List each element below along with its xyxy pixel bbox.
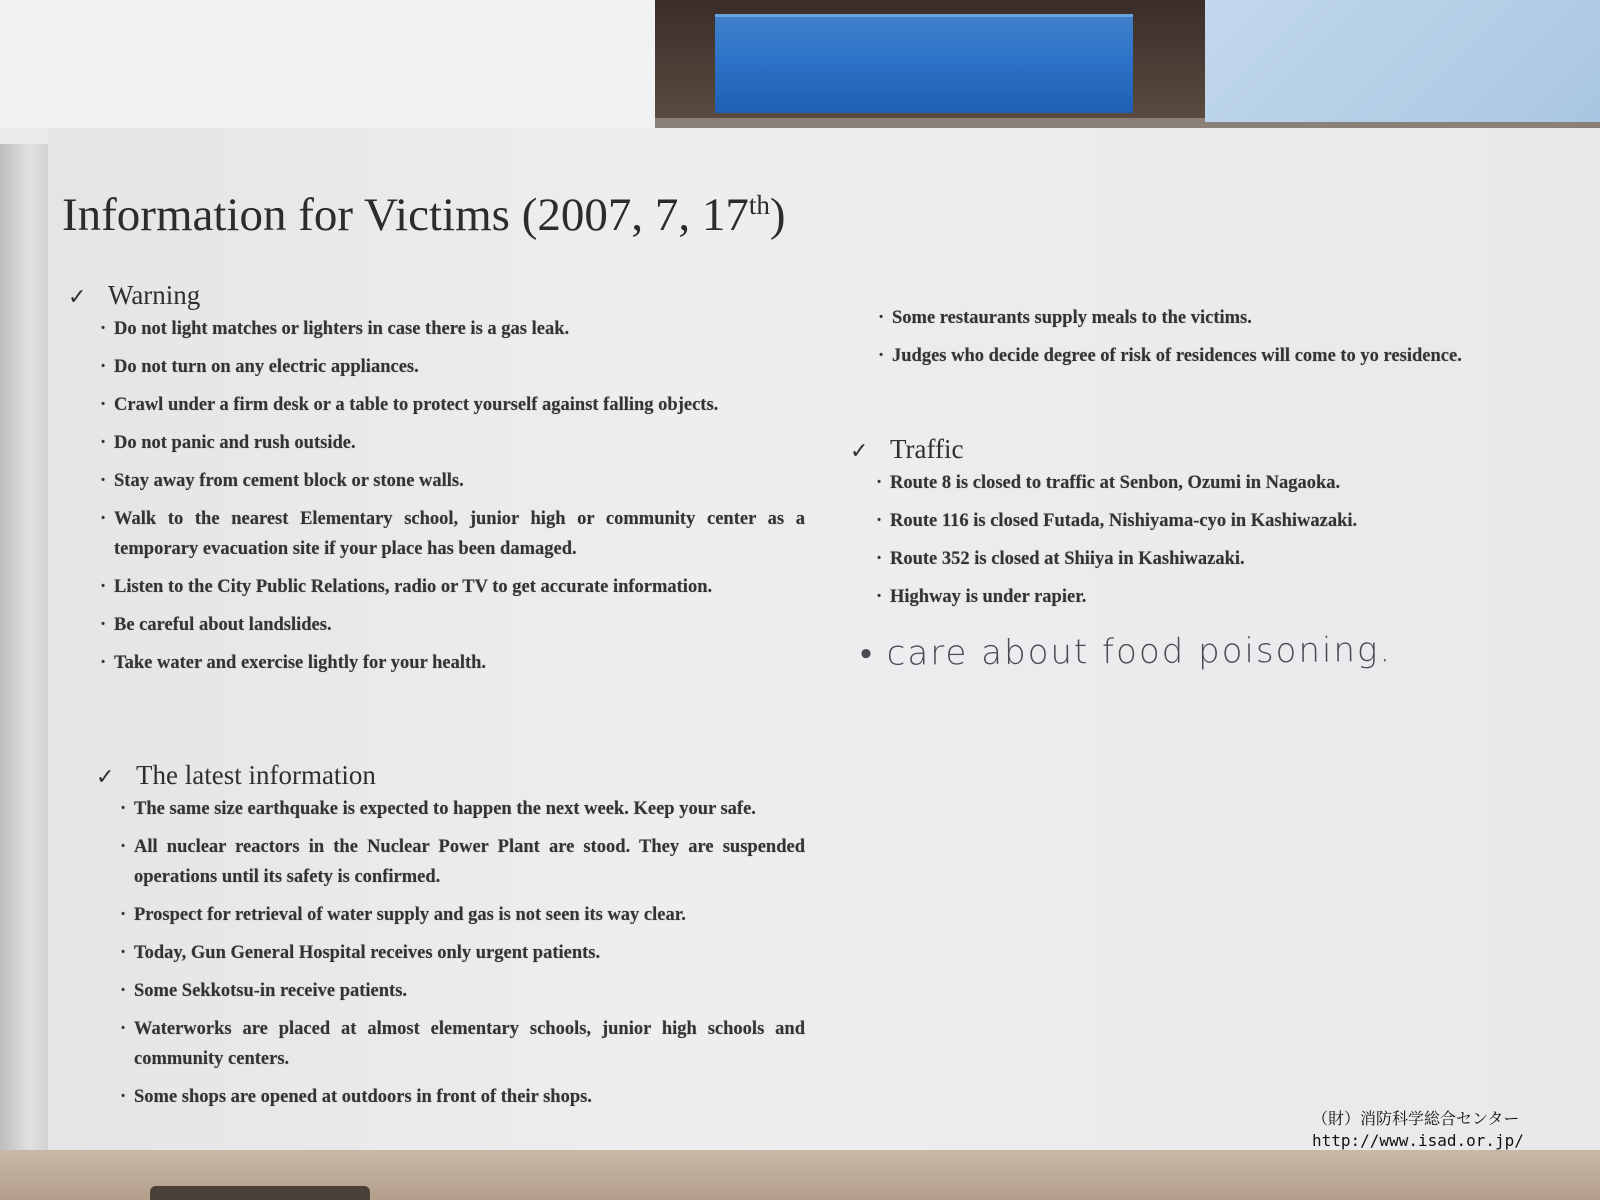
bullet-icon: ·: [876, 473, 883, 493]
bullet-icon: ·: [100, 509, 107, 529]
list-item: [120, 1082, 805, 1112]
list-item: [876, 544, 1556, 574]
bullet-icon: ·: [120, 799, 127, 819]
list-item: [878, 341, 1558, 371]
list-item: [876, 506, 1556, 536]
list-item-text: Do not turn on any electric appliances.: [114, 357, 419, 377]
traffic-heading: [850, 434, 964, 465]
credit-url: http://www.isad.or.jp/: [1312, 1131, 1524, 1150]
list-item-text: Listen to the City Public Relations, radio or TV to get accurate information.: [114, 577, 713, 597]
list-item-text: All nuclear reactors in the Nuclear Power Plant are stood. They are suspended operations until its safety is confirmed.: [134, 837, 805, 887]
bullet-icon: ·: [100, 615, 107, 635]
list-item: [120, 938, 805, 968]
list-item-text: Today, Gun General Hospital receives only urgent patients.: [134, 943, 601, 963]
sheet-left-edge: [0, 144, 50, 1150]
warning-heading-text: Warning: [108, 280, 201, 310]
bullet-icon: ·: [878, 346, 885, 366]
bullet-icon: ·: [876, 587, 883, 607]
list-item-text: Prospect for retrieval of water supply and gas is not seen its way clear.: [134, 905, 686, 925]
bullet-icon: ·: [100, 433, 107, 453]
top-paper-sheet: [0, 0, 655, 144]
list-item: [120, 1014, 805, 1074]
list-item: [100, 428, 805, 458]
latest-heading: [96, 760, 376, 791]
latest-list: [120, 794, 805, 1120]
checkmark-icon: ✓: [96, 765, 115, 790]
list-item: [120, 794, 805, 824]
list-item: [120, 832, 805, 892]
bullet-icon: ·: [876, 511, 883, 531]
list-item-text: Walk to the nearest Elementary school, junior high or community center as a temporary evacuation site if your place has been damaged.: [114, 509, 805, 559]
bullet-icon: ·: [100, 653, 107, 673]
list-item: [100, 572, 805, 602]
list-item-text: Crawl under a firm desk or a table to protect yourself against falling objects.: [114, 395, 719, 415]
bullet-icon: ·: [120, 943, 127, 963]
blue-box: [715, 14, 1133, 113]
list-item: [100, 352, 805, 382]
list-item: [120, 900, 805, 930]
list-item: [876, 468, 1556, 498]
list-item-text: Do not light matches or lighters in case there is a gas leak.: [114, 319, 570, 339]
bullet-icon: ·: [100, 357, 107, 377]
title-main: Information for Victims (2007, 7, 17: [62, 189, 749, 241]
list-item-text: Some restaurants supply meals to the victims.: [892, 308, 1252, 328]
bullet-icon: ·: [100, 577, 107, 597]
bullet-icon: ·: [100, 395, 107, 415]
list-item: [100, 648, 805, 678]
list-item-text: Some Sekkotsu-in receive patients.: [134, 981, 408, 1001]
bullet-icon: ·: [876, 549, 883, 569]
list-item: [100, 390, 805, 420]
title-close: ): [769, 189, 786, 241]
list-item-text: Stay away from cement block or stone walls.: [114, 471, 464, 491]
bullet-icon: ·: [100, 319, 107, 339]
bottom-tab: [150, 1186, 370, 1200]
list-item-text: The same size earthquake is expected to happen the next week. Keep your safe.: [134, 799, 756, 819]
list-item-text: Route 352 is closed at Shiiya in Kashiwazaki.: [890, 549, 1245, 569]
page-title: [62, 188, 786, 242]
list-item-text: Do not panic and rush outside.: [114, 433, 356, 453]
list-item-text: Route 116 is closed Futada, Nishiyama-cyo in Kashiwazaki.: [890, 511, 1358, 531]
list-item-text: Some shops are opened at outdoors in front of their shops.: [134, 1087, 592, 1107]
checkmark-icon: ✓: [850, 439, 869, 464]
title-superscript: th: [748, 190, 770, 220]
list-item-text: Waterworks are placed at almost elementary schools, junior high schools and community centers.: [134, 1019, 805, 1069]
right-top-list: [878, 303, 1558, 379]
bullet-icon: ·: [120, 981, 127, 1001]
list-item-text: Take water and exercise lightly for your health.: [114, 653, 487, 673]
list-item-text: Be careful about landslides.: [114, 615, 332, 635]
list-item-text: Judges who decide degree of risk of residences will come to yo residence.: [892, 346, 1462, 366]
bullet-icon: ·: [120, 1019, 127, 1039]
list-item: [100, 314, 805, 344]
list-item-text: Route 8 is closed to traffic at Senbon, Ozumi in Nagaoka.: [890, 473, 1341, 493]
background-board: [1205, 0, 1600, 122]
list-item-text: Highway is under rapier.: [890, 587, 1087, 607]
warning-heading: [68, 280, 200, 311]
list-item: [878, 303, 1558, 333]
list-item: [100, 610, 805, 640]
traffic-list: [876, 468, 1556, 620]
latest-heading-text: The latest information: [136, 760, 376, 790]
list-item: [876, 582, 1556, 612]
credit-organization: （財）消防科学総合センター: [1312, 1109, 1520, 1128]
source-credit: [1312, 1108, 1552, 1152]
checkmark-icon: ✓: [68, 285, 87, 310]
list-item: [100, 466, 805, 496]
bullet-icon: ·: [120, 1087, 127, 1107]
bullet-icon: ·: [120, 837, 127, 857]
bullet-icon: ·: [100, 471, 107, 491]
handwritten-note: • care about food poisoning.: [859, 630, 1393, 674]
warning-list: [100, 314, 805, 686]
bullet-icon: ·: [878, 308, 885, 328]
list-item: [120, 976, 805, 1006]
bullet-icon: ·: [120, 905, 127, 925]
list-item: [100, 504, 805, 564]
traffic-heading-text: Traffic: [890, 434, 964, 464]
